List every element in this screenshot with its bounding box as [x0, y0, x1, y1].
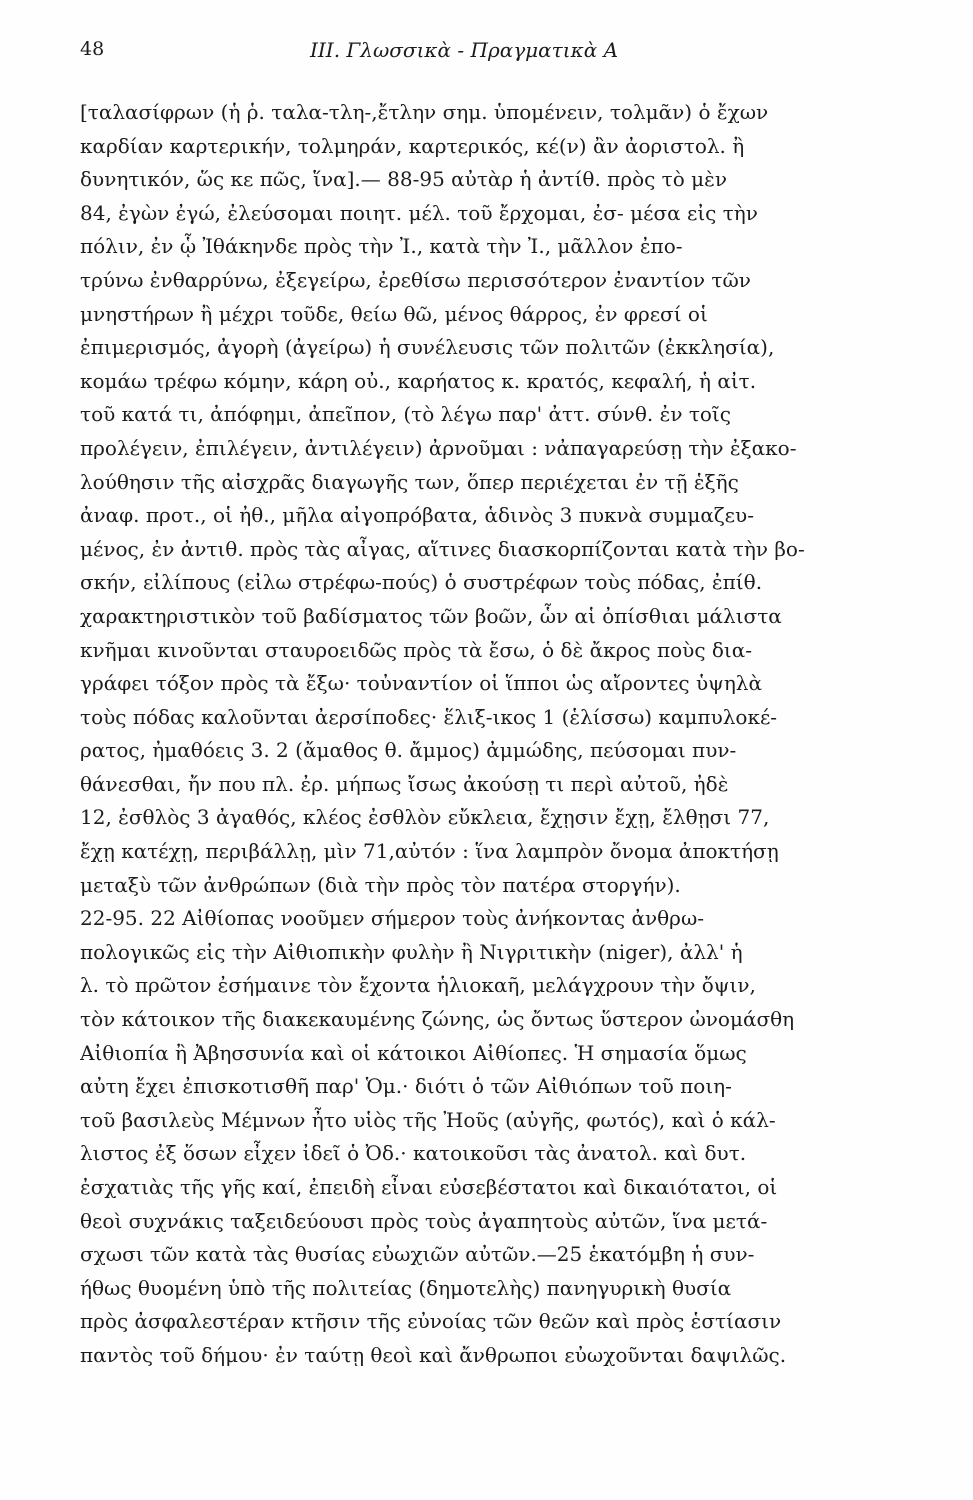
- text-line: πόλιν, ἐν ᾧ Ἰθάκηνδε πρὸς τὴν Ἰ., κατὰ τὴν Ἰ., μᾶλλον ἐπο-: [80, 234, 683, 259]
- running-title: III. Γλωσσικὰ - Πραγματικὰ Α: [310, 38, 619, 62]
- text-line: γράφει τόξον πρὸς τὰ ἔξω· τοὐναντίον οἱ ἵπποι ὡς αἴροντες ὑψηλὰ: [80, 671, 762, 696]
- text-line: ἐπιμερισμός, ἀγορὴ (ἀγείρω) ἡ συνέλευσις τῶν πολιτῶν (ἐκκλησία),: [80, 335, 775, 360]
- text-line: μένος, ἐν ἀντιθ. πρὸς τὰς αἶγας, αἵτινες διασκορπίζονται κατὰ τὴν βο-: [80, 536, 805, 561]
- text-line: ήθως θυομένη ὑπὸ τῆς πολιτείας (δημοτελὴς) πανηγυρικὴ θυσία: [80, 1275, 732, 1300]
- text-line: κνῆμαι κινοῦνται σταυροειδῶς πρὸς τὰ ἔσω, ὁ δὲ ἄκρος ποὺς δια-: [80, 637, 753, 662]
- text-line: πολογικῶς εἰς τὴν Αἰθιοπικὴν φυλὴν ἢ Νιγριτικὴν (niger), ἀλλ' ἡ: [80, 939, 743, 964]
- text-line: αὐτη ἔχει ἐπισκοτισθῆ παρ' Ὁμ.· διότι ὁ τῶν Αἰθιόπων τοῦ ποιη-: [80, 1074, 732, 1099]
- text-line: θεοὶ συχνάκις ταξειδεύουσι πρὸς τοὺς ἀγαπητοὺς αὐτῶν, ἵνα μετά-: [80, 1208, 768, 1233]
- text-line: πρὸς ἀσφαλεστέραν κτῆσιν τῆς εὐνοίας τῶν θεῶν καὶ πρὸς ἑστίασιν: [80, 1309, 782, 1334]
- text-line: λ. τὸ πρῶτον ἐσήμαινε τὸν ἔχοντα ἡλιοκαῆ, μελάγχρουν τὴν ὄψιν,: [80, 973, 756, 998]
- text-line: σκήν, εἰλίπους (εἰλω στρέφω-πούς) ὁ συστρέφων τοὺς πόδας, ἐπίθ.: [80, 570, 763, 595]
- text-line: σχωσι τῶν κατὰ τὰς θυσίας εὐωχιῶν αὐτῶν.—25 ἑκατόμβη ἡ συν-: [80, 1242, 755, 1267]
- text-line: μεταξὺ τῶν ἀνθρώπων (διὰ τὴν πρὸς τὸν πατέρα στοργήν).: [80, 872, 681, 897]
- text-line: προλέγειν, ἐπιλέγειν, ἀντιλέγειν) ἀρνοῦμαι : νἀπαγαρεύσῃ τὴν ἐξακο-: [80, 435, 797, 460]
- text-line: μνηστήρων ἢ μέχρι τοῦδε, θείω θῶ, μένος θάρρος, ἐν φρεσί οἱ: [80, 301, 708, 326]
- text-line: ἀναφ. προτ., οἱ ἠθ., μῆλα αἰγοπρόβατα, ἁδινὸς 3 πυκνὰ συμμαζευ-: [80, 503, 754, 528]
- text-line: 84, ἐγὼν ἐγώ, ἐλεύσομαι ποιητ. μέλ. τοῦ ἔρχομαι, ἐσ- μέσα εἰς τὴν: [80, 200, 758, 225]
- text-line: Αἰθιοπία ἢ Ἀβησσυνία καὶ οἱ κάτοικοι Αἰθίοπες. Ἡ σημασία ὅμως: [80, 1040, 747, 1065]
- text-line: τοῦ κατά τι, ἀπόφημι, ἀπεῖπον, (τὸ λέγω παρ' ἀττ. σύνθ. ἐν τοῖς: [80, 402, 731, 427]
- text-line: τρύνω ἐνθαρρύνω, ἐξεγείρω, ἐρεθίσω περισσότερον ἐναντίον τῶν: [80, 267, 751, 292]
- text-line: τοὺς πόδας καλοῦνται ἀερσίποδες· ἕλιξ-ικος 1 (ἑλίσσω) καμπυλοκέ-: [80, 704, 778, 729]
- text-line: λούθησιν τῆς αἰσχρᾶς διαγωγῆς των, ὅπερ περιέχεται ἐν τῇ ἑξῆς: [80, 469, 739, 494]
- text-line: [ταλασίφρων (ἡ ῥ. ταλα-τλη-,ἔτλην σημ. ὑπομένειν, τολμᾶν) ὁ ἔχων: [80, 100, 769, 124]
- text-line: 22-95. 22 Αἰθίοπας νοοῦμεν σήμερον τοὺς ἀνήκοντας ἀνθρω-: [80, 906, 705, 931]
- text-line: θάνεσθαι, ἤν που πλ. ἐρ. μήπως ἴσως ἀκούσῃ τι περὶ αὐτοῦ, ἠδὲ: [80, 771, 729, 796]
- page-number: 48: [80, 38, 105, 60]
- commentary-text: [80, 96, 850, 1373]
- text-line: καρδίαν καρτερικήν, τολμηράν, καρτερικός, κέ(ν) ἂν ἀοριστολ. ἢ: [80, 133, 745, 158]
- text-line: δυνητικόν, ὥς κε πῶς, ἵνα].— 88-95 αὐτὰρ ἡ ἀντίθ. πρὸς τὸ μὲν: [80, 167, 728, 192]
- text-line: τὸν κάτοικον τῆς διακεκαυμένης ζώνης, ὡς ὄντως ὕστερον ὠνομάσθη: [80, 1007, 795, 1032]
- text-line: κομάω τρέφω κόμην, κάρη οὐ., καρήατος κ. κρατός, κεφαλή, ἡ αἰτ.: [80, 368, 757, 393]
- text-line: ἐσχατιὰς τῆς γῆς καί, ἐπειδὴ εἶναι εὐσεβέστατοι καὶ δικαιότατοι, οἱ: [80, 1175, 778, 1199]
- text-line: ἔχῃ κατέχῃ, περιβάλλῃ, μὶν 71,αὐτόν : ἵνα λαμπρὸν ὄνομα ἀποκτήσῃ: [80, 839, 779, 864]
- text-line: ρατος, ἠμαθόεις 3. 2 (ἄμαθος θ. ἄμμος) ἀμμώδης, πεύσομαι πυν-: [80, 738, 737, 763]
- text-line: τοῦ βασιλεὺς Μέμνων ἦτο υἱὸς τῆς Ἠοῦς (αὐγῆς, φωτός), καὶ ὁ κάλ-: [80, 1107, 776, 1132]
- text-line: λιστος ἐξ ὅσων εἶχεν ἰδεῖ ὁ Ὀδ.· κατοικοῦσι τὰς ἀνατολ. καὶ δυτ.: [80, 1141, 747, 1166]
- text-line: χαρακτηριστικὸν τοῦ βαδίσματος τῶν βοῶν, ὧν αἱ ὀπίσθιαι μάλιστα: [80, 603, 782, 628]
- text-line: παντὸς τοῦ δήμου· ἐν ταύτῃ θεοὶ καὶ ἄνθρωποι εὐωχοῦνται δαψιλῶς.: [80, 1342, 787, 1367]
- text-line: 12, ἐσθλὸς 3 ἀγαθός, κλέος ἐσθλὸν εὔκλεια, ἔχῃσιν ἔχῃ, ἔλθῃσι 77,: [80, 805, 770, 830]
